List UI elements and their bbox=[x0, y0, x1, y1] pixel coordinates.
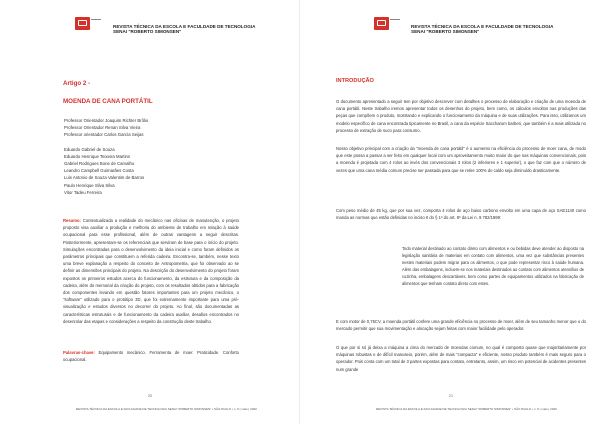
page-footer: REVISTA TÉCNICA DA ESCOLA E FACULDADE DE TECNOLOGIA SENAI "ROBERTO SIMONSEN" • SÃO PAULO • n. 6 | maio | 2020 bbox=[76, 407, 257, 411]
journal-header bbox=[411, 24, 553, 35]
senai-logo-icon bbox=[374, 17, 389, 30]
intro-paragraph-3: Com peso médio de 45 kg, que por sua vez, comporta 4 rolos de aço baixo carbono envolto em uma capa de aço SAE1140 como manda as normas que estão definidas no inciso II do § 1º do art. 8º da Lei n. 9.782/1999: bbox=[336, 208, 586, 221]
journal-header bbox=[113, 24, 255, 35]
page-number: 21 bbox=[449, 394, 453, 398]
page-footer: REVISTA TÉCNICA DA ESCOLA E FACULDADE DE TECNOLOGIA SENAI "ROBERTO SIMONSEN" • SÃO PAULO • n. 6 | maio | 2020 bbox=[376, 407, 557, 411]
article-label: Artigo 2 - bbox=[63, 80, 91, 87]
author-item: Eduardo Gabriel de Souza bbox=[64, 146, 115, 152]
author-item: Paulo Henrique Silva Silva bbox=[64, 182, 115, 188]
author-spacer bbox=[64, 139, 148, 146]
journal-line-2: SENAI "ROBERTO SIMONSEN" bbox=[113, 29, 182, 35]
keywords-label: Palavras-chave: bbox=[63, 350, 95, 355]
intro-paragraph-1: O documento apresentado a seguir tem por objetivo descrever com detalhes o processo de elaboração e criação de uma moenda de cana portátil. Neste trabalho iremos apresentar todos os desenhos do projeto, bem como, os cálculos envoltos nas produções das peças que compõem o produto, mostrando e explicando o funcionamento da máquina e de suas utilizações. Para isso, utilizamos um modelo específico de cana encontrada tipicamente no Brasil, a cana da espécie Saccharum barberi, que também é a mais utilizada no processo de extração de suco para consumo. bbox=[336, 99, 586, 133]
block-quote: Todo material destinado ao contato direto com alimentos e ou bebidas deve atender ao disposto na legislação sanitária de materiais em contato com alimentos, uma vez que substâncias presentes nestes materiais podem migrar para os alimentos, o que pode representar risco à saúde humana. Além das embalagens, incluem-se nos materiais destinados ao contato com alimentos utensílios de cozinha, embalagens descartáveis, bem como partes de equipamentos utilizados na fabricação de alimentos que tenham contato direto com estes. bbox=[402, 246, 584, 286]
intro-paragraph-2: Nosso objetivo principal com a criação da "moenda de cana portátil" é o aumento na eficiência do processo de moer cana, de modo que este possa a passar a ser feito em qualquer local com um aproveitamento muito maior do que nas máquinas convencionais, pois a moenda é projetada com 4 rolos ao invés dos convencionais 3 rolos (2 inferiores e 1 superior), o que faz com que o número de vezes que uma cana média comum precise ser passada para que se retire 100% do caldo seja diminuído drasticamente. bbox=[336, 146, 586, 173]
senai-logo-icon bbox=[75, 17, 90, 30]
keywords-text: Equipamento mecânico. Ferramenta de moer. Praticidade. Conforto ocupacional. bbox=[63, 350, 239, 363]
abstract bbox=[63, 217, 239, 325]
abstract-text: Contextualizada a realidade do mecânico nas oficinas de manutenção, o projeto proposto visa auxiliar a produção e melhoria do ambiente de trabalho em relação à saúde ocupacional para esse profissional, além de outras vantagens a seguir descritas. Posteriormente, apresentam-se os referenciais que serviram de base para o início do projeto. Simulações encontradas para o desenvolvimento da ideia inicial e como foram definidos os parâmetros principais que constituem a referida cadeira. Encontra-se, também, nesse texto uma breve explanação a respeito do conceito de Antropometria, que foi observado ao se definir as dimensões principais do projeto. Na descrição do desenvolvimento do projeto foram expostos os primeiros estudos acerca do funcionamento, da estrutura e da composição da cadeira, além do memorial da criação do projeto, com os resultados obtidos para a fabricação dos componentes levando em questão fatores importantes para um projeto mecânico, o "software" utilizado para o protótipo 3D, que foi extremamente importante para uma pré-visualização e estudos diversos no decorrer do projeto. Ao final, são documentadas as características estruturais e de funcionamento da cadeira auxiliar, desafios encontrados no desenrolar das etapas e considerações a respeito da construção deste trabalho. bbox=[63, 218, 239, 324]
author-item: Professor orientador Carlos García Seijas bbox=[64, 132, 144, 138]
logo-divider bbox=[390, 19, 400, 20]
page-number: 20 bbox=[148, 394, 152, 398]
logo-divider bbox=[91, 19, 101, 20]
author-item: Professor Orientador Renan Silva Vieira bbox=[64, 125, 141, 131]
author-item: Vitor Tadeu Ferreira bbox=[64, 189, 102, 195]
abstract-label: Resumo: bbox=[63, 218, 81, 223]
intro-paragraph-4: E com motor de 0,75CV, a moenda portátil confere uma grande eficiência no processo de moer, além de seu tamanho menor que o do mercado permitir que sua movimentação e alocação sejam feitas com maior facilidade pelo operador. bbox=[336, 319, 586, 332]
author-list bbox=[64, 117, 148, 196]
journal-line-2: SENAI "ROBERTO SIMONSEN" bbox=[411, 29, 480, 35]
author-item: Luis Antonio de Souza Valentim de Barros bbox=[64, 175, 145, 181]
author-item: Professor Orientador Joaquim Richter Brôlio bbox=[64, 118, 149, 123]
intro-paragraph-5: O que por si só já deixa a máquina a cima do mercado de moendas comum, no qual é composto quase que majoritariamente por máquinas robustas e de difícil manuseio, porém, além de mais "compacta" e eficiente, nosso produto também é mais seguro para o operador. Pois conta com um total de 3 partes expostas para contato, entretanto, assim, um risco em potencial de acidentes presentes num grande bbox=[336, 345, 586, 372]
keywords bbox=[63, 349, 239, 363]
journal-line-1: REVISTA TÉCNICA DA ESCOLA E FACULDADE DE TECNOLOGIA bbox=[411, 24, 554, 29]
journal-line-1: REVISTA TÉCNICA DA ESCOLA E FACULDADE DE TECNOLOGIA bbox=[113, 24, 256, 29]
author-item: Leandro Campbell Guimarães Costa bbox=[64, 168, 134, 174]
author-item: Gabriel Rodrigues Bone de Carvalho bbox=[64, 161, 135, 167]
article-title: MOENDA DE CANA PORTÁTIL bbox=[63, 98, 153, 105]
author-item: Eduardo Henrique Teixeira Martins bbox=[64, 153, 131, 159]
section-title: INTRODUÇÃO bbox=[336, 78, 374, 84]
